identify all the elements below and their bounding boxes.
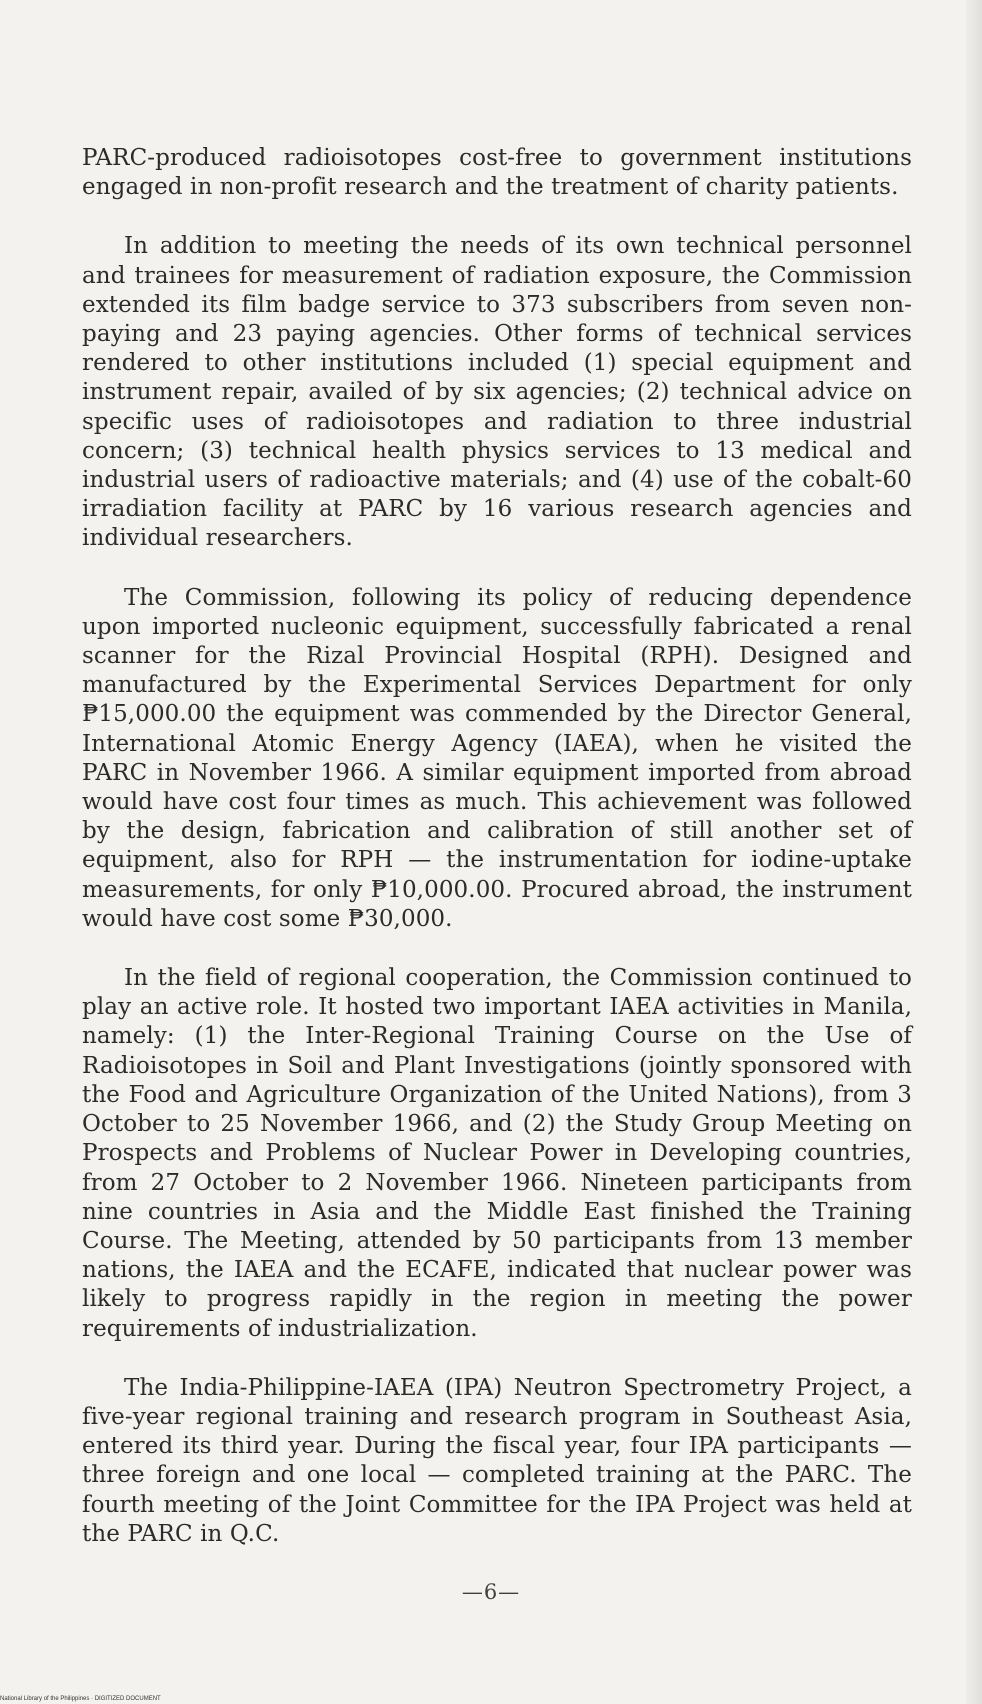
paragraph-3: The Commission, following its policy of reducing dependence upon imported nucleonic equipment, successfully fabricated a renal scanner for the Rizal Provincial Hospital (RPH). Designed and manufactured by the Experimental Services Department for only ₱15,000.00 the equipment was commended by the Director General, International Atomic Energy Agency (IAEA), when he visited the PARC in November 1966. A similar equipment imported from abroad would have cost four times as much. This achievement was followed by the design, fabrication and calibration of still another set of equipment, also for RPH — the instrumentation for iodine-uptake measurements, for only ₱10,000.00. Procured abroad, the instrument would have cost some ₱30,000. [82,584,912,932]
document-body [82,144,912,1579]
archive-footer: National Library of the Philippines · DIGITIZED DOCUMENT [0,1696,161,1702]
paragraph-2: In addition to meeting the needs of its own technical personnel and trainees for measurement of radiation exposure, the Commission extended its film badge service to 373 subscribers from seven non-paying and 23 paying agencies. Other forms of technical services rendered to other institutions included (1) special equipment and instrument repair, availed of by six agencies; (2) technical advice on specific uses of radioisotopes and radiation to three industrial concern; (3) technical health physics services to 13 medical and industrial users of radioactive materials; and (4) use of the cobalt-60 irradiation facility at PARC by 16 various research agencies and individual researchers. [82,233,912,552]
paragraph-5: The India-Philippine-IAEA (IPA) Neutron Spectrometry Project, a five-year regional training and research program in Southeast Asia, entered its third year. During the fiscal year, four IPA participants — three foreign and one local — completed training at the PARC. The fourth meeting of the Joint Committee for the IPA Project was held at the PARC in Q.C. [82,1374,912,1547]
paragraph-4: In the field of regional cooperation, the Commission continued to play an active role. It hosted two important IAEA activities in Manila, namely: (1) the Inter-Regional Training Course on the Use of Radioisotopes in Soil and Plant Investigations (jointly sponsored with the Food and Agriculture Organization of the United Nations), from 3 October to 25 November 1966, and (2) the Study Group Meeting on Prospects and Problems of Nuclear Power in Developing countries, from 27 October to 2 November 1966. Nineteen participants from nine countries in Asia and the Middle East finished the Training Course. The Meeting, attended by 50 participants from 13 member nations, the IAEA and the ECAFE, indicated that nuclear power was likely to progress rapidly in the region in meeting the power requirements of industrialization. [82,965,912,1342]
paragraph-1: PARC-produced radioisotopes cost-free to government institutions engaged in non-profit research and the treatment of charity patients. [82,145,912,201]
page-number: —6— [461,1580,521,1604]
page-edge-shadow [966,0,982,1704]
